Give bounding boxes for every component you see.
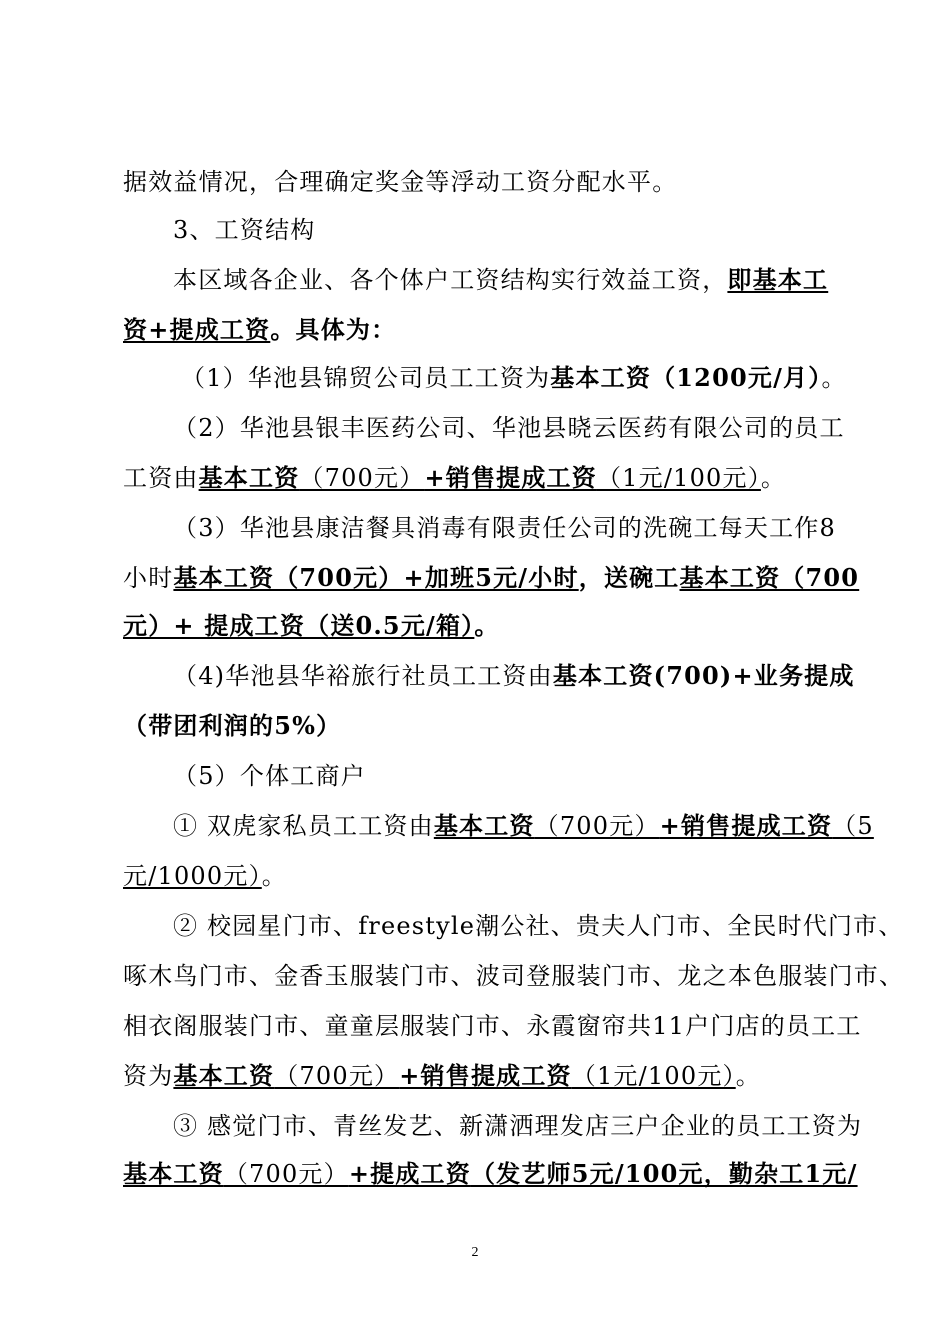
text-line <box>123 711 341 741</box>
text-run: 相衣阁服装门市、童童层服装门市、永霞窗帘共11户门店的员工工 <box>123 1012 862 1040</box>
text-run: 基本工资（700 <box>679 563 860 592</box>
text-run: （1）华池县锦贸公司员工工资为 <box>181 364 551 392</box>
text-line <box>173 413 845 443</box>
text-run: 本区域各企业、各个体户工资结构实行效益工资， <box>173 266 728 294</box>
text-run: 元）+ 提成工资（送0.5元/箱） <box>123 611 475 640</box>
text-line <box>173 811 874 841</box>
text-run: ① 双虎家私员工工资由 <box>173 812 434 840</box>
text-run: 。具体为： <box>270 315 397 344</box>
text-run: 资+提成工资 <box>123 315 271 344</box>
text-run: （5）个体工商户 <box>173 762 366 790</box>
text-run: 3、工资结构 <box>173 216 316 244</box>
text-run: 基本工资 <box>123 1159 224 1188</box>
text-line <box>173 215 315 245</box>
text-run: 。 <box>760 464 787 492</box>
text-line <box>123 463 786 493</box>
text-run: （1元/100元） <box>571 1062 736 1090</box>
text-run: ，送碗工 <box>578 563 680 592</box>
text-run: ② 校园星门市、freestyle潮公社、贵夫人门市、全民时代门市、 <box>173 912 904 940</box>
text-run: （发艺师5元/100元，勤杂工1元/ <box>470 1159 858 1188</box>
text-run: +提成工资 <box>348 1159 471 1188</box>
text-line <box>123 611 500 641</box>
text-run: 小时 <box>123 564 174 592</box>
text-run: 据效益情况，合理确定奖金等浮动工资分配水平。 <box>123 168 678 196</box>
page-number: 2 <box>471 1245 479 1260</box>
text-run: 。 <box>735 1062 761 1090</box>
text-run: 资为 <box>123 1062 174 1090</box>
text-run: +销售提成工资 <box>424 463 597 492</box>
text-line <box>123 563 859 593</box>
text-run: 啄木鸟门市、金香玉服装门市、波司登服装门市、龙之本色服装门市、 <box>123 962 905 990</box>
text-line <box>123 961 904 991</box>
text-line <box>123 167 677 197</box>
text-run: 基本工资 <box>198 463 300 492</box>
text-run: （2）华池县银丰医药公司、华池县晓云医药有限公司的员工 <box>173 414 845 442</box>
text-run: （4)华池县华裕旅行社员工工资由 <box>173 662 553 690</box>
text-run: （700元） <box>274 1062 400 1090</box>
text-run: +销售提成工资 <box>399 1061 572 1090</box>
text-line <box>173 661 855 691</box>
text-line <box>173 265 828 295</box>
text-run: （700元） <box>299 464 425 492</box>
text-run: 。 <box>261 862 287 890</box>
text-run: 即基本工 <box>727 265 829 294</box>
text-run: （1元/100元） <box>596 464 761 492</box>
text-run: （5 <box>832 812 874 840</box>
text-run: 元/1000元） <box>123 862 262 890</box>
text-line <box>173 911 904 941</box>
text-line <box>123 315 396 345</box>
text-run: 。 <box>474 611 500 640</box>
text-line <box>123 861 287 891</box>
text-line <box>181 363 847 393</box>
text-line <box>173 761 366 791</box>
text-line <box>173 513 836 543</box>
text-line <box>173 1111 862 1141</box>
text-run: （3）华池县康洁餐具消毒有限责任公司的洗碗工每天工作8 <box>173 514 836 542</box>
text-run: 。 <box>821 364 847 392</box>
text-run: （700元） <box>534 812 660 840</box>
text-run: （700元） <box>223 1160 349 1188</box>
text-run: 基本工资 <box>433 811 535 840</box>
text-line <box>123 1061 761 1091</box>
text-run: +销售提成工资 <box>659 811 833 840</box>
text-run: 基本工资（700元）+加班5元/小时 <box>173 563 579 592</box>
text-run: （带团利润的5%） <box>123 711 342 740</box>
text-run: 基本工资(700)+业务提成 <box>552 661 855 690</box>
text-line <box>123 1159 858 1189</box>
text-run: 基本工资（1200元/月） <box>550 363 822 392</box>
text-run: 基本工资 <box>173 1061 275 1090</box>
text-run: ③ 感觉门市、青丝发艺、新潇洒理发店三户企业的员工工资为 <box>173 1112 863 1140</box>
text-run: 工资由 <box>123 464 199 492</box>
text-line <box>123 1011 862 1041</box>
